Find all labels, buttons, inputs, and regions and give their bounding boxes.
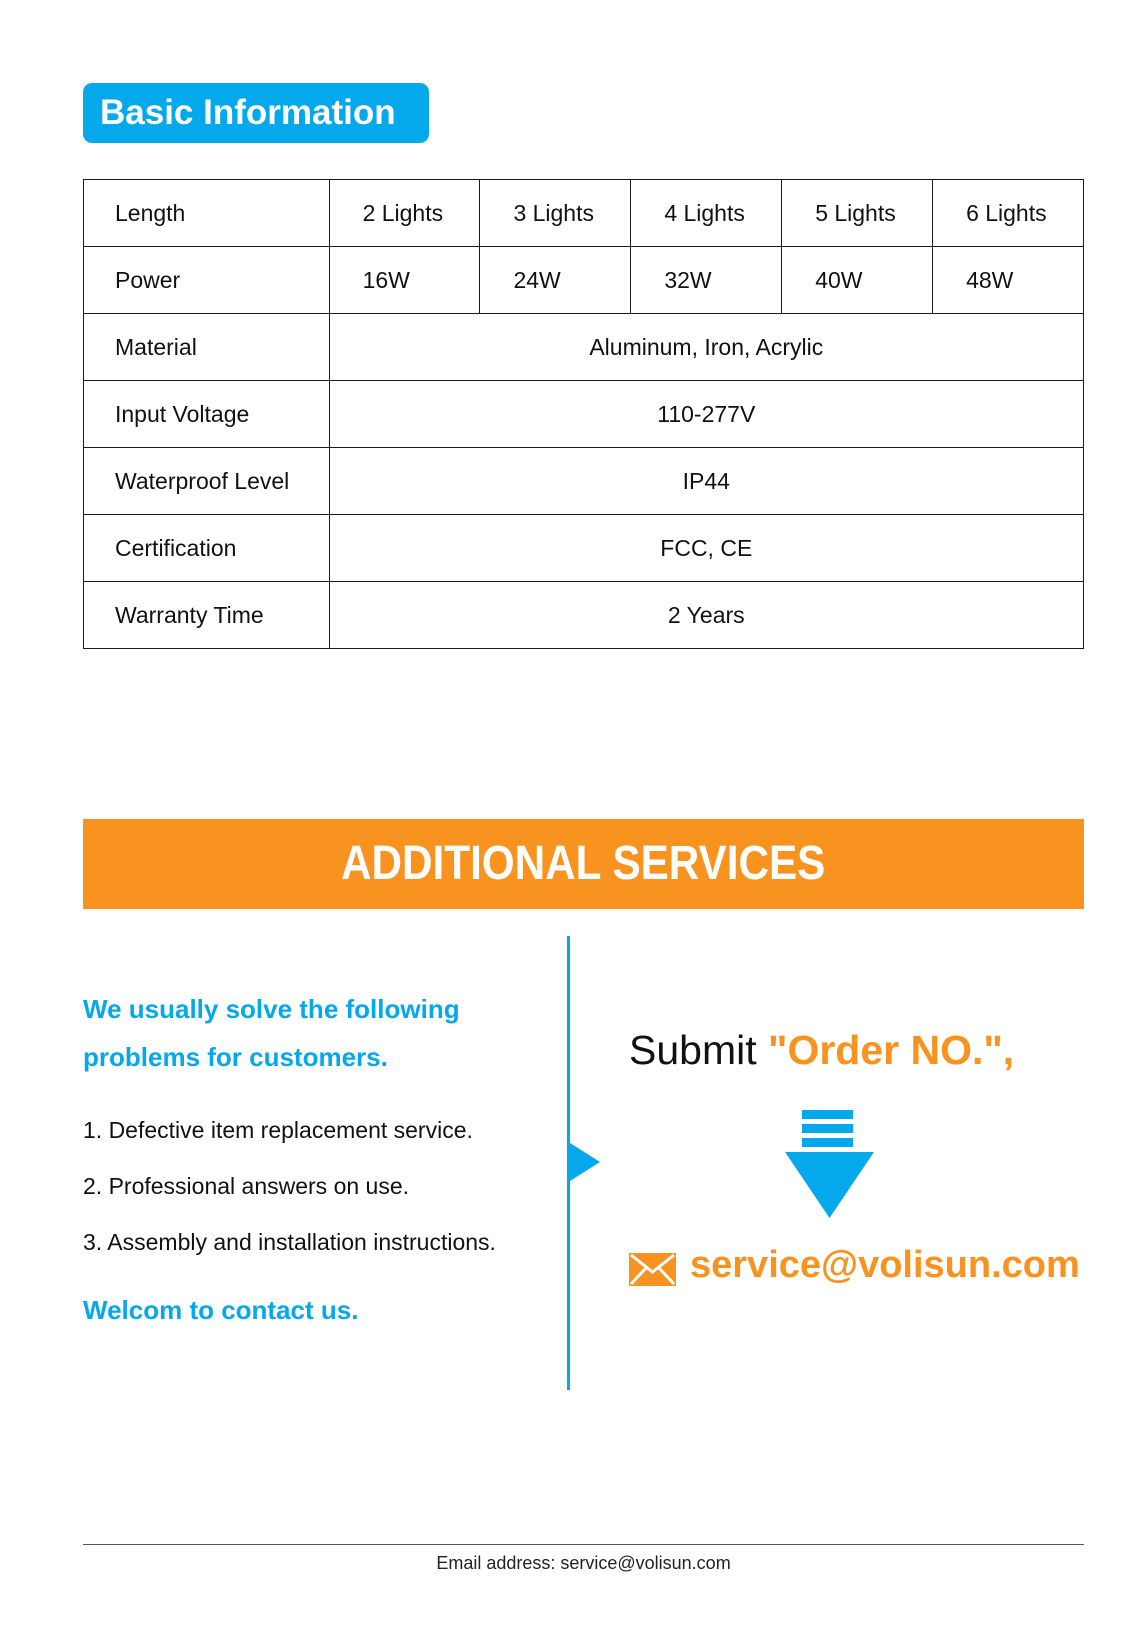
- services-lead: [83, 985, 533, 1081]
- list-item: 3. Assembly and installation instructions.: [83, 1229, 496, 1255]
- row-label: Certification: [84, 515, 330, 582]
- column-header: 5 Lights: [782, 180, 933, 247]
- order-no-highlight: "Order NO.",: [768, 1027, 1015, 1073]
- table-cell: 24W: [480, 247, 631, 314]
- row-label: Power: [84, 247, 330, 314]
- table-row: [84, 448, 1084, 515]
- table-cell: 110-277V: [329, 381, 1083, 448]
- submit-order-text: [629, 1027, 1014, 1074]
- table-row: [84, 381, 1084, 448]
- table-cell: 48W: [933, 247, 1084, 314]
- envelope-icon: [629, 1253, 676, 1286]
- column-header: 3 Lights: [480, 180, 631, 247]
- service-email[interactable]: service@volisun.com: [690, 1244, 1080, 1286]
- welcome-text: Welcom to contact us.: [83, 1295, 359, 1325]
- table-cell: 16W: [329, 247, 480, 314]
- row-label: Length: [84, 180, 330, 247]
- lead-line: We usually solve the following: [83, 994, 460, 1024]
- column-header: 6 Lights: [933, 180, 1084, 247]
- table-row: [84, 582, 1084, 649]
- table-row: [84, 515, 1084, 582]
- lead-line: problems for customers.: [83, 1042, 388, 1072]
- footer-email-address: Email address: service@volisun.com: [436, 1553, 731, 1573]
- row-label: Waterproof Level: [84, 448, 330, 515]
- spec-table: [83, 179, 1084, 649]
- divider-pointer-icon: [570, 1143, 600, 1181]
- table-row: [84, 314, 1084, 381]
- row-label: Warranty Time: [84, 582, 330, 649]
- table-cell: 2 Years: [329, 582, 1083, 649]
- column-header: 4 Lights: [631, 180, 782, 247]
- table-cell: 40W: [782, 247, 933, 314]
- column-header: 2 Lights: [329, 180, 480, 247]
- banner-title: ADDITIONAL SERVICES: [341, 837, 826, 890]
- services-list: [83, 1102, 496, 1270]
- list-item: 1. Defective item replacement service.: [83, 1117, 473, 1143]
- footer-divider: [83, 1544, 1084, 1545]
- list-item: 2. Professional answers on use.: [83, 1173, 410, 1199]
- table-cell: 32W: [631, 247, 782, 314]
- additional-services-banner: [83, 819, 1084, 909]
- table-cell: FCC, CE: [329, 515, 1083, 582]
- row-label: Material: [84, 314, 330, 381]
- table-cell: IP44: [329, 448, 1083, 515]
- basic-information-heading: Basic Information: [83, 83, 429, 143]
- row-label: Input Voltage: [84, 381, 330, 448]
- table-cell: Aluminum, Iron, Acrylic: [329, 314, 1083, 381]
- submit-prefix: Submit: [629, 1027, 768, 1073]
- table-row: [84, 247, 1084, 314]
- down-arrow-icon: [785, 1110, 875, 1220]
- table-row: [84, 180, 1084, 247]
